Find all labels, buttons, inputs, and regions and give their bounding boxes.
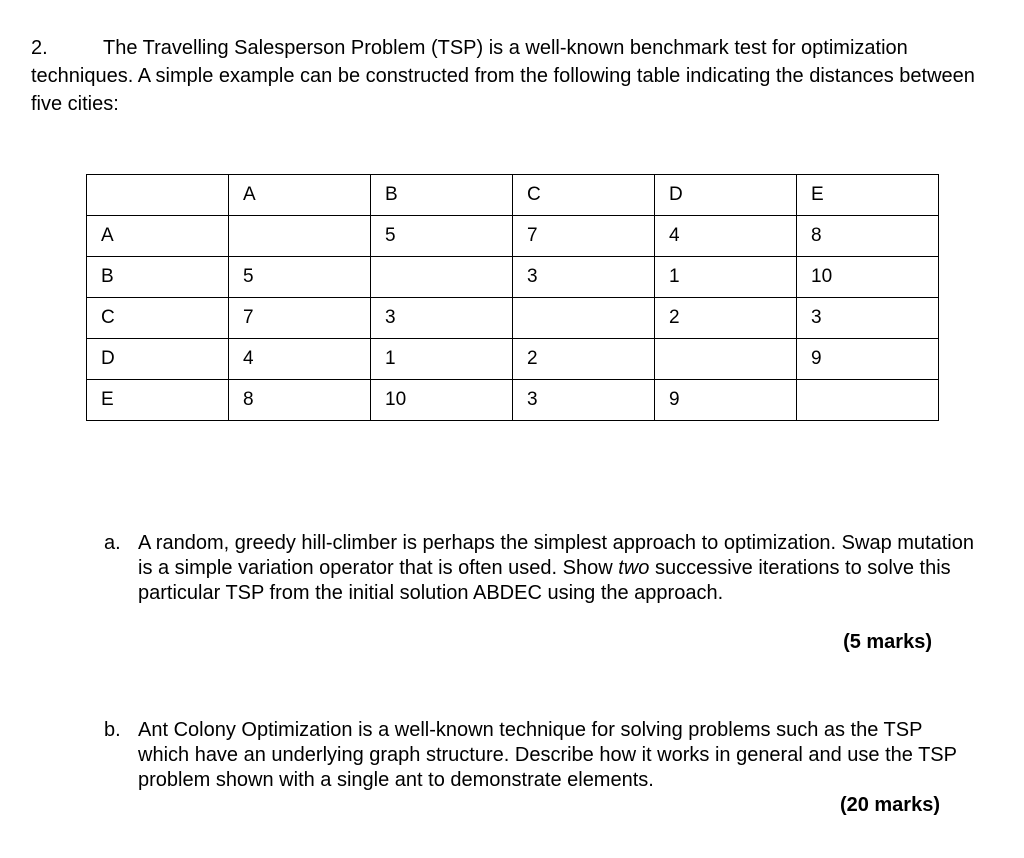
part-a-text-after: successive iterations to solve this particular TSP from the initial solution ABDEC using the approach.: [138, 557, 951, 604]
distance-table: [86, 174, 939, 421]
table-row-label: C: [87, 298, 229, 339]
table-cell: 10: [797, 257, 939, 298]
table-cell: 2: [655, 298, 797, 339]
part-a-marks: (5 marks): [843, 631, 932, 653]
part-a-text-before: A random, greedy hill-climber is perhaps the simplest approach to optimization. Swap mutation is a simple variation operator that is often used. Show: [138, 532, 974, 579]
part-a-text-italic: two: [618, 557, 650, 579]
part-a-letter: a.: [104, 532, 121, 554]
table-cell: [229, 216, 371, 257]
table-row-label: A: [87, 216, 229, 257]
table-cell: 9: [655, 380, 797, 421]
part-b-text: Ant Colony Optimization is a well-known technique for solving problems such as the TSP which have an underlying graph structure. Describe how it works in general and use the TSP problem shown with a single ant to demonstrate elements.: [138, 719, 957, 791]
part-a-text: [138, 531, 974, 606]
table-header-cell: D: [655, 175, 797, 216]
table-cell: 4: [229, 339, 371, 380]
question-intro-text: The Travelling Salesperson Problem (TSP) is a well-known benchmark test for optimization techniques. A simple example can be constructed from the following table indicating the distances between five cities:: [31, 37, 975, 115]
table-cell: [371, 257, 513, 298]
table-header-cell: [87, 175, 229, 216]
table-cell: 5: [229, 257, 371, 298]
table-cell: [513, 298, 655, 339]
question-intro: [31, 34, 1001, 118]
part-a: [104, 531, 974, 606]
table-cell: 1: [371, 339, 513, 380]
table-cell: 3: [797, 298, 939, 339]
table-cell: 3: [513, 380, 655, 421]
table-cell: 3: [371, 298, 513, 339]
table-row: [87, 380, 939, 421]
table-cell: 7: [513, 216, 655, 257]
table-cell: [655, 339, 797, 380]
table-cell: 5: [371, 216, 513, 257]
table-cell: 10: [371, 380, 513, 421]
question-number: 2.: [31, 37, 48, 59]
table-row-label: B: [87, 257, 229, 298]
part-b-marks: (20 marks): [839, 794, 940, 816]
table-row-label: D: [87, 339, 229, 380]
part-b: [104, 718, 974, 793]
table-cell: 7: [229, 298, 371, 339]
table-cell: 2: [513, 339, 655, 380]
table-header-cell: A: [229, 175, 371, 216]
table-row: [87, 216, 939, 257]
table-row: [87, 339, 939, 380]
table-cell: 9: [797, 339, 939, 380]
part-b-letter: b.: [104, 719, 121, 741]
table-cell: 8: [229, 380, 371, 421]
table-header-cell: E: [797, 175, 939, 216]
table-header-cell: C: [513, 175, 655, 216]
table-cell: 3: [513, 257, 655, 298]
table-header-cell: B: [371, 175, 513, 216]
table-cell: 4: [655, 216, 797, 257]
table-row: [87, 298, 939, 339]
table-cell: 8: [797, 216, 939, 257]
table-row: [87, 257, 939, 298]
table-row-label: E: [87, 380, 229, 421]
table-cell: [797, 380, 939, 421]
table-header-row: [87, 175, 939, 216]
table-cell: 1: [655, 257, 797, 298]
